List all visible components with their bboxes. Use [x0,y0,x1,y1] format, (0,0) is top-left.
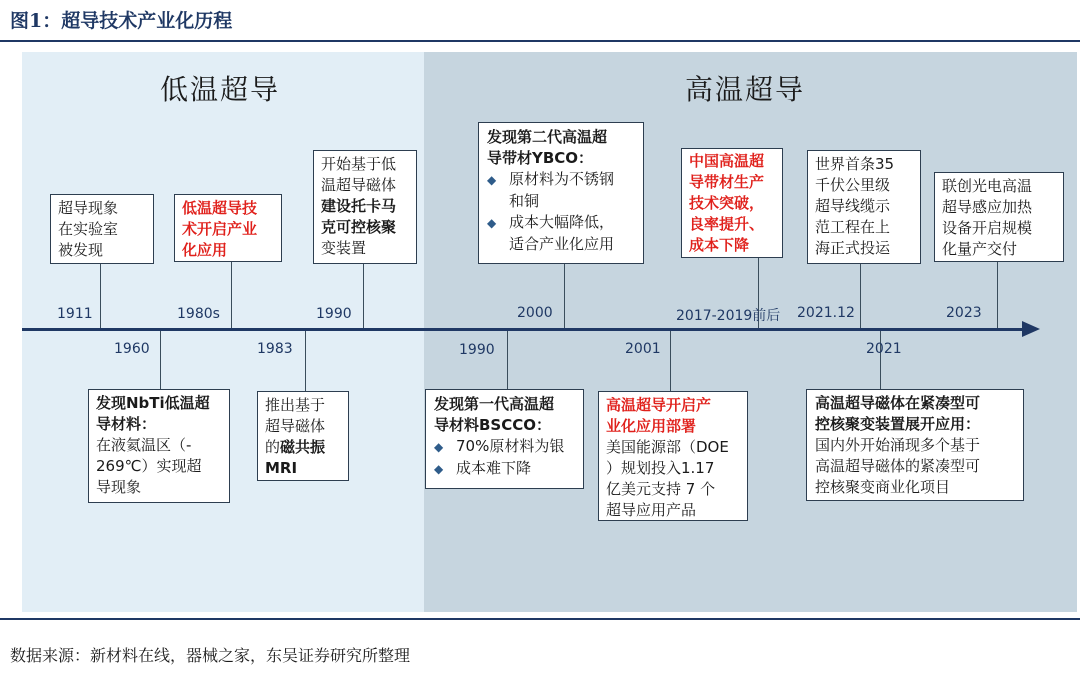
event-2017-line: 技术突破， [689,194,765,212]
event-2017-line: 成本下降 [689,236,750,254]
event-1983-bold: MRI [265,459,298,477]
event-2000-title: 发现第二代高温超 [487,128,608,146]
connector-2000 [564,264,565,328]
event-box-2001 [598,391,748,521]
event-2017-line: 中国高温超 [689,152,765,170]
event-1911-line: 超导现象 [58,199,119,217]
event-1990-line: 变装置 [321,239,367,257]
connector-1911 [100,264,101,328]
event-2000-bullet [487,169,635,191]
event-2001-line: 美国能源部（DOE [606,438,729,456]
event-2021-line: 高温超导磁体的紧凑型可 [815,457,981,475]
timeline-arrowhead [1022,321,1040,337]
event-2021-12-line: 超导线缆示 [815,197,891,215]
low-temp-panel [22,52,424,612]
bullet-text: 原材料为不锈钢 [509,170,615,188]
event-2001-line: 超导应用产品 [606,501,697,519]
event-1960-line: 269℃）实现超 [96,457,202,475]
event-2023-line: 超导感应加热 [942,198,1033,216]
year-label-1960: 1960 [114,341,150,357]
event-1980s-line: 化应用 [182,241,228,259]
event-1990b-title: 导材料BSCCO： [434,416,552,434]
connector-2021-12 [860,264,861,328]
event-1911-line: 被发现 [58,241,104,259]
event-2001-title: 业化应用部署 [606,417,697,435]
event-1980s-line: 术开启产业 [182,220,258,238]
event-2021-title: 高温超导磁体在紧凑型可 [815,394,981,412]
event-1960-line: 导现象 [96,478,142,496]
connector-2021 [880,331,881,389]
event-box-1990b [425,389,584,489]
era-low-label: 低温超导 [160,73,281,106]
connector-1960 [160,331,161,389]
event-2023-line: 化量产交付 [942,240,1018,258]
event-2000-bullet [487,212,635,234]
event-1990b-bullet [434,458,575,480]
year-label-2021: 2021 [866,341,902,357]
year-label-1911: 1911 [57,306,93,322]
event-2017-line: 导带材生产 [689,173,765,191]
year-label-2023: 2023 [946,305,982,321]
bullet-continuation: 和铜 [509,192,540,210]
top-rule [0,40,1080,42]
event-box-1960 [88,389,230,503]
event-2001-line: ）规划投入1.17 [606,459,715,477]
event-box-1911 [50,194,154,264]
event-box-2021 [806,389,1024,501]
event-2017-line: 良率提升、 [689,215,765,233]
connector-1980s [231,262,232,328]
event-box-1990 [313,150,417,264]
year-label-1990: 1990 [316,306,352,322]
figure-title: 图1：超导技术产业化历程 [10,10,233,32]
bullet-text: 成本难下降 [456,459,532,477]
event-box-2017-2019 [681,148,783,258]
year-label-1983: 1983 [257,341,293,357]
event-1990b-bullet [434,436,575,458]
event-2021-line: 国内外开始涌现多个基于 [815,436,981,454]
year-label-2000: 2000 [517,305,553,321]
event-2021-12-line: 千伏公里级 [815,176,891,194]
event-2021-12-line: 世界首条35 [815,155,895,173]
diamond-bullet-icon: ◆ [434,462,444,476]
event-2021-12-line: 海正式投运 [815,239,891,257]
source-note: 数据来源：新材料在线，器械之家，东吴证券研究所整理 [10,646,411,665]
event-box-2021-12 [807,150,921,264]
event-1983-line: 超导磁体 [265,417,326,435]
bullet-text: 70%原材料为银 [456,437,565,455]
event-1990-line: 建设托卡马 [321,197,397,215]
event-box-1980s [174,194,282,262]
bullet-text: 成本大幅降低， [509,213,615,231]
event-2023-line: 联创光电高温 [942,177,1033,195]
year-label-2021-12: 2021.12 [797,305,855,321]
diamond-bullet-icon: ◆ [487,173,497,187]
event-2021-12-line: 范工程在上 [815,218,891,236]
diamond-bullet-icon: ◆ [487,216,497,230]
connector-2001 [670,331,671,391]
event-box-2023 [934,172,1064,262]
event-2021-line: 控核聚变商业化项目 [815,478,951,496]
event-2021-title: 控核聚变装置展开应用： [815,415,981,433]
event-2000-title: 导带材YBCO： [487,149,594,167]
event-1983-bold: 磁共振 [280,438,326,456]
event-1960-line: 在液氦温区（- [96,436,192,454]
timeline-axis [22,328,1025,331]
event-2001-title: 高温超导开启产 [606,396,712,414]
event-2001-line: 亿美元支持 7 个 [606,480,716,498]
event-1911-line: 在实验室 [58,220,119,238]
bottom-rule [0,618,1080,620]
connector-1990 [363,264,364,328]
event-1983-text: 的 [265,438,281,456]
event-1990b-title: 发现第一代高温超 [434,395,555,413]
event-1990-line: 开始基于低 [321,155,397,173]
event-1990-line: 温超导磁体 [321,176,397,194]
event-1980s-line: 低温超导技 [182,199,258,217]
event-1983-line: 推出基于 [265,396,326,414]
event-box-2000 [478,122,644,264]
event-box-1983 [257,391,349,481]
event-1990-line: 克可控核聚 [321,218,397,236]
diamond-bullet-icon: ◆ [434,440,444,454]
year-label-2001: 2001 [625,341,661,357]
year-label-2017-2019: 2017-2019前后 [676,308,781,324]
year-label-1980s: 1980s [177,306,220,322]
bullet-continuation: 适合产业化应用 [509,235,615,253]
event-1960-title: 发现NbTi低温超 [96,394,210,412]
year-label-1990-bottom: 1990 [459,342,495,358]
event-1983-line [265,437,341,458]
event-1960-title: 导材料： [96,415,157,433]
era-high-label: 高温超导 [685,73,806,106]
connector-1983 [305,331,306,391]
event-2023-line: 设备开启规模 [942,219,1033,237]
connector-2023 [997,262,998,328]
connector-1990b [507,331,508,389]
